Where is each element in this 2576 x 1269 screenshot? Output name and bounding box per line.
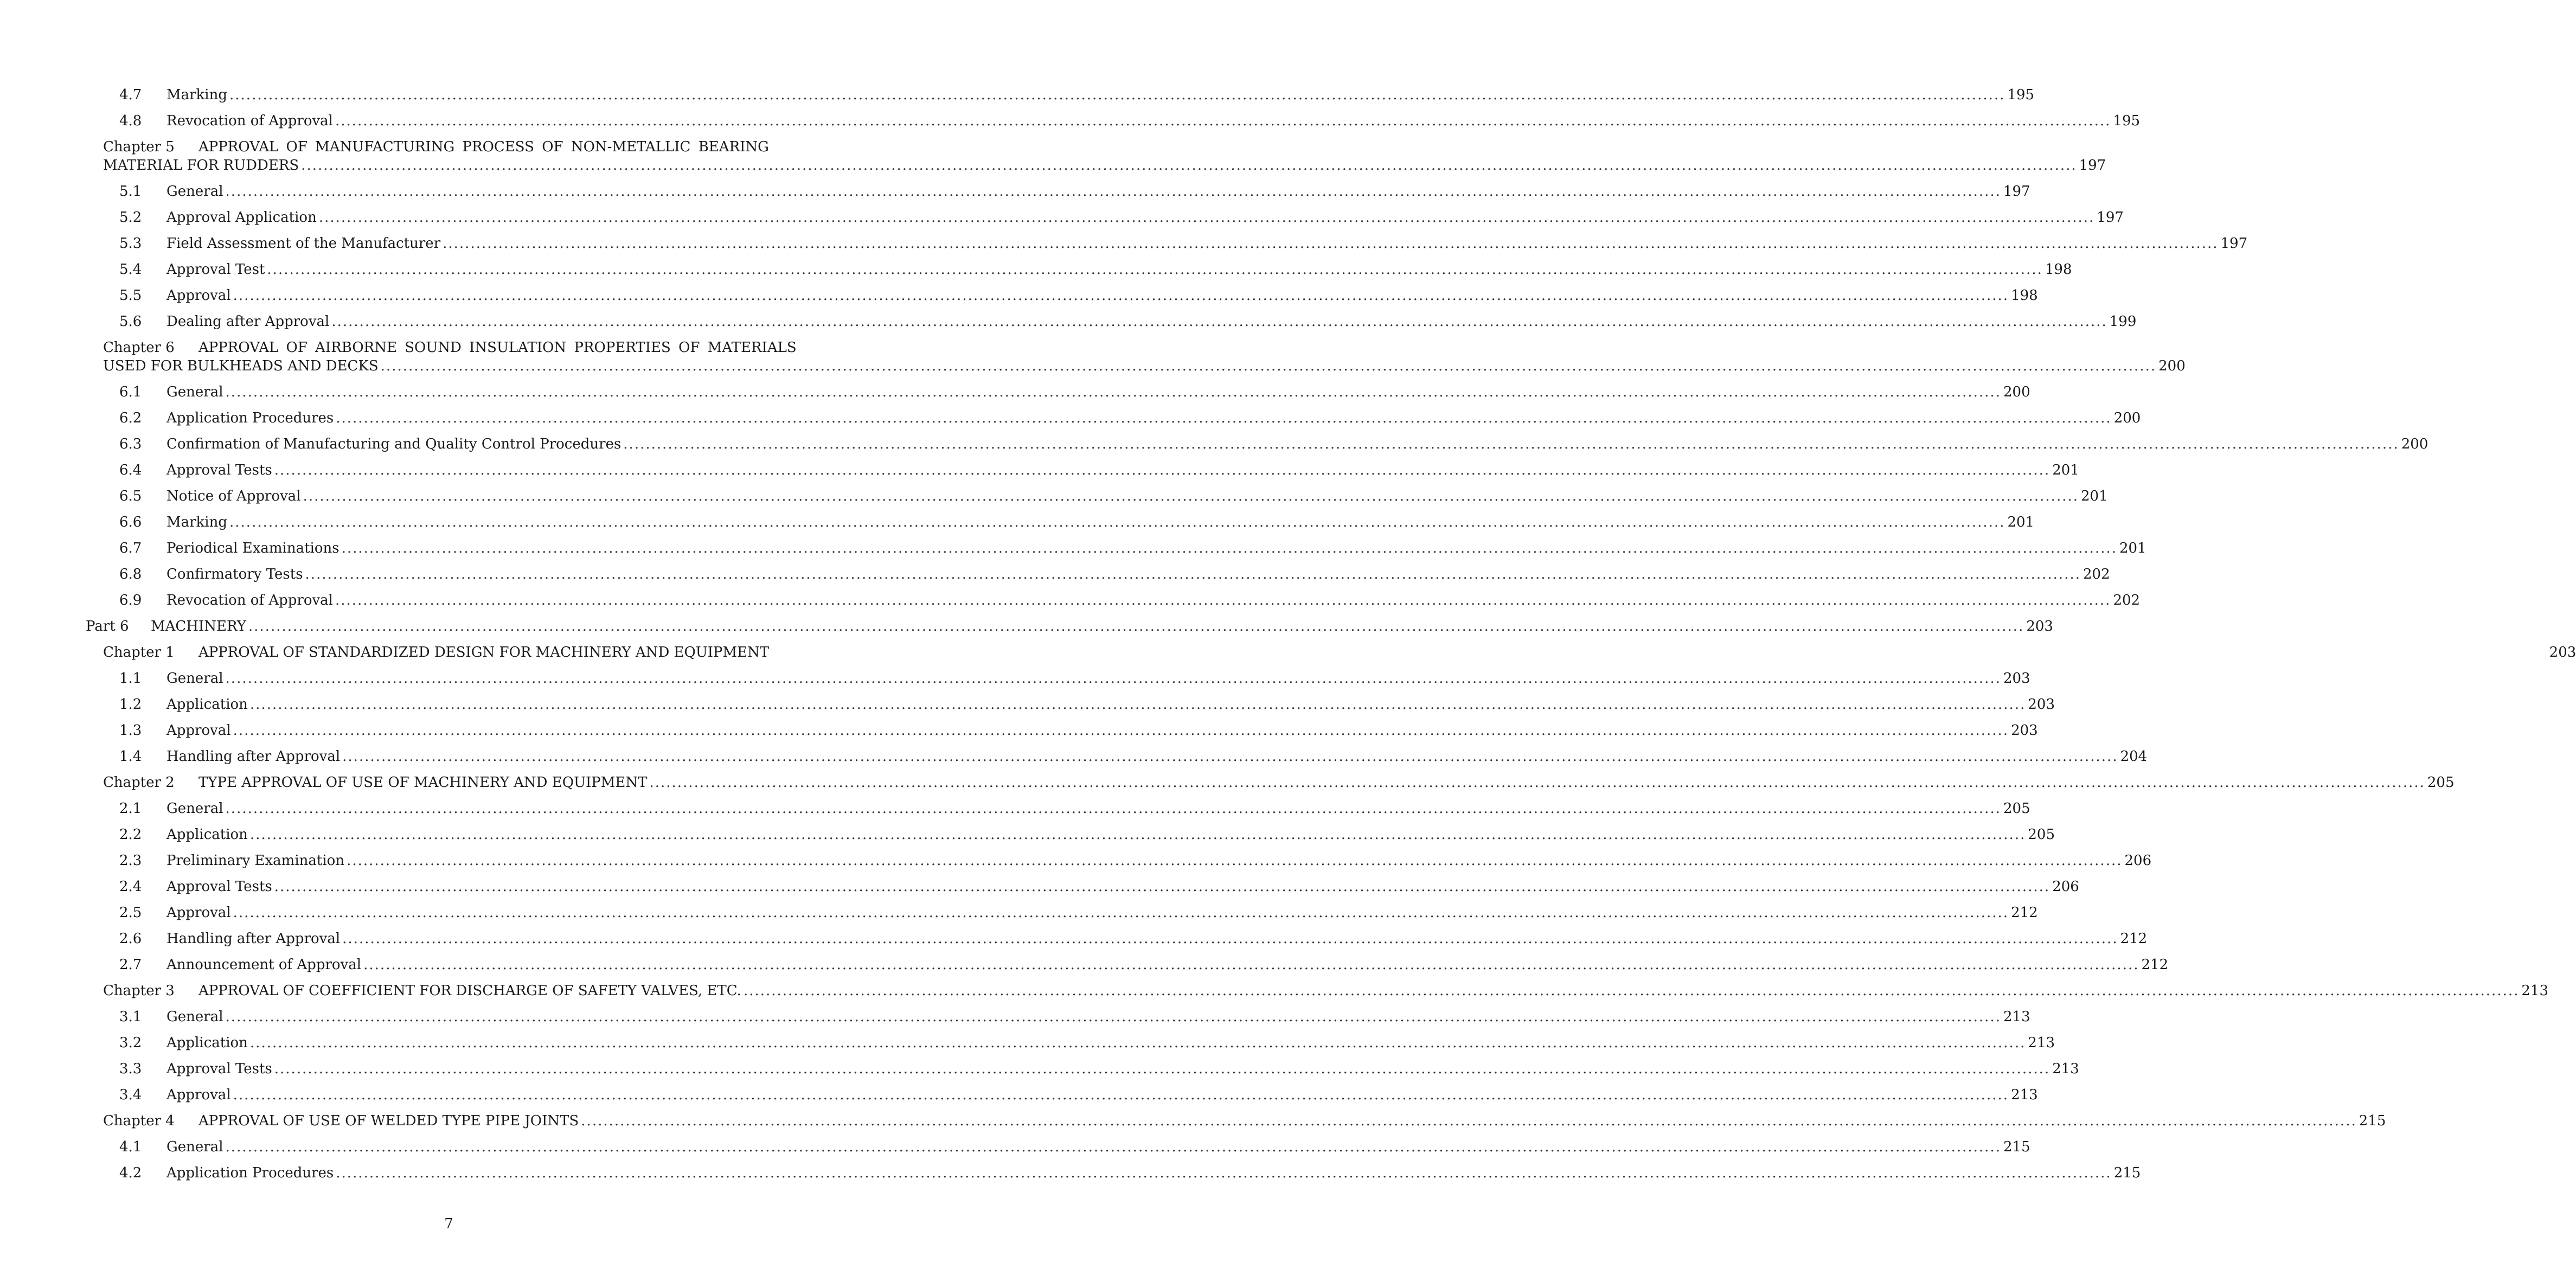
toc-entry-number: 5.1 xyxy=(119,183,142,200)
toc-entry-number: 6.1 xyxy=(119,384,142,400)
toc-entry-title: Approval xyxy=(166,287,231,304)
toc-entry[interactable] xyxy=(86,513,2035,531)
toc-entry-page: 203 xyxy=(2003,670,2030,687)
toc-entry-page: 200 xyxy=(2158,358,2186,374)
toc-entry-page: 203 xyxy=(2028,696,2055,713)
toc-entry-page: 213 xyxy=(2521,983,2549,999)
toc-entry[interactable] xyxy=(86,1008,2030,1026)
dot-leader xyxy=(250,695,2026,714)
toc-entry-title-continued: USED FOR BULKHEADS AND DECKS xyxy=(103,358,379,374)
toc-entry[interactable] xyxy=(86,260,2072,279)
toc-entry-title-continued: MATERIAL FOR RUDDERS xyxy=(103,157,299,174)
toc-entry-page: 213 xyxy=(2052,1061,2079,1077)
toc-entry-title: Application xyxy=(166,1035,248,1051)
toc-entry[interactable] xyxy=(86,1138,2030,1156)
dot-leader xyxy=(229,86,2005,104)
toc-entry-title: General xyxy=(166,1009,223,1025)
toc-entry-page: 215 xyxy=(2113,1165,2141,1181)
dot-leader xyxy=(649,773,2425,792)
toc-entry-page: 201 xyxy=(2119,540,2146,556)
toc-entry[interactable] xyxy=(86,338,2186,375)
toc-entry[interactable] xyxy=(86,825,2055,844)
toc-entry-number: 2.6 xyxy=(119,931,142,947)
toc-entry[interactable] xyxy=(86,383,2030,401)
toc-entry-title: Approval Application xyxy=(166,209,317,226)
dot-leader xyxy=(226,383,2001,401)
dot-leader xyxy=(226,182,2001,201)
dot-leader xyxy=(233,286,2009,305)
dot-leader xyxy=(226,1138,2001,1156)
toc-entry-number: 5.3 xyxy=(119,235,142,252)
toc-entry-page: 201 xyxy=(2052,462,2079,478)
toc-entry-page: 200 xyxy=(2113,410,2141,426)
dot-leader xyxy=(226,799,2001,818)
toc-entry-number: 3.3 xyxy=(119,1061,142,1077)
toc-entry[interactable] xyxy=(86,721,2038,740)
toc-entry[interactable] xyxy=(86,1164,2141,1182)
toc-entry[interactable] xyxy=(86,1086,2038,1104)
toc-entry-page: 197 xyxy=(2097,209,2124,226)
dot-leader xyxy=(381,357,2156,375)
toc-entry-page: 195 xyxy=(2007,87,2035,103)
toc-entry-number: 2.5 xyxy=(119,905,142,921)
toc-entry[interactable] xyxy=(86,86,2035,104)
dot-leader xyxy=(274,461,2050,479)
toc-entry-title: Approval xyxy=(166,722,231,739)
toc-entry-title: Approval Tests xyxy=(166,879,272,895)
toc-entry-page: 213 xyxy=(2003,1009,2030,1025)
toc-entry-number: Chapter 4 xyxy=(103,1113,175,1129)
toc-entry[interactable] xyxy=(86,312,2137,331)
toc-entry[interactable] xyxy=(86,208,2124,227)
dot-leader xyxy=(274,877,2050,896)
toc-entry-number: 1.2 xyxy=(119,696,142,713)
dot-leader xyxy=(267,260,2042,279)
toc-entry-title: Marking xyxy=(166,87,228,103)
toc-entry-title: APPROVAL OF MANUFACTURING PROCESS OF NON-METALLIC BEARING xyxy=(198,139,769,155)
toc-entry-page: 206 xyxy=(2052,879,2079,895)
toc-entry-number: 2.3 xyxy=(119,853,142,869)
toc-entry[interactable] xyxy=(86,112,2141,130)
toc-entry-title: General xyxy=(166,800,223,817)
toc-entry-number: 3.1 xyxy=(119,1009,142,1025)
toc-entry-number: Chapter 1 xyxy=(103,644,175,661)
toc-entry-page: 198 xyxy=(2045,261,2072,278)
toc-entry-title: Revocation of Approval xyxy=(166,592,333,608)
toc-entry-title: Periodical Examinations xyxy=(166,540,339,556)
toc-entry[interactable] xyxy=(86,747,2148,766)
dot-leader xyxy=(342,539,2117,557)
toc-entry[interactable] xyxy=(86,851,2152,870)
toc-entry-page: 201 xyxy=(2007,514,2035,530)
toc-entry-number: 5.5 xyxy=(119,287,142,304)
toc-entry-number: 4.7 xyxy=(119,87,142,103)
toc-entry-title: Approval Test xyxy=(166,261,265,278)
dot-leader xyxy=(229,513,2005,531)
toc-entry-number: 6.9 xyxy=(119,592,142,608)
toc-entry-number: 5.2 xyxy=(119,209,142,226)
toc-entry-page: 205 xyxy=(2003,800,2030,817)
toc-entry-page: 215 xyxy=(2003,1139,2030,1155)
toc-entry-page: 212 xyxy=(2011,905,2038,921)
toc-entry-number: Part 6 xyxy=(86,618,129,634)
toc-entry[interactable] xyxy=(86,877,2079,896)
dot-leader xyxy=(233,1086,2009,1104)
dot-leader xyxy=(233,903,2009,922)
toc-entry-number: 2.2 xyxy=(119,826,142,843)
toc-entry-title: Handling after Approval xyxy=(166,931,341,947)
toc-entry[interactable] xyxy=(86,956,2169,974)
toc-entry-number: 5.4 xyxy=(119,261,142,278)
toc-entry[interactable] xyxy=(86,487,2108,505)
toc-entry-number: 3.2 xyxy=(119,1035,142,1051)
toc-entry[interactable] xyxy=(86,1060,2079,1078)
dot-leader xyxy=(443,234,2218,253)
toc-entry-page: 213 xyxy=(2011,1087,2038,1103)
toc-entry-number: 6.8 xyxy=(119,566,142,582)
dot-leader xyxy=(303,487,2079,505)
toc-entry-number: 2.4 xyxy=(119,879,142,895)
toc-entry-page: 202 xyxy=(2082,566,2110,582)
toc-entry-number: 4.8 xyxy=(119,113,142,129)
dot-leader xyxy=(363,956,2139,974)
toc-entry-page: 213 xyxy=(2028,1035,2055,1051)
dot-leader xyxy=(335,112,2111,130)
dot-leader xyxy=(744,982,2519,1000)
dot-leader xyxy=(250,1034,2026,1052)
toc-entry-page: 215 xyxy=(2359,1113,2386,1129)
toc-entry-page: 197 xyxy=(2079,157,2106,174)
toc-entry-number: Chapter 5 xyxy=(103,139,175,155)
dot-leader xyxy=(226,669,2001,688)
toc-entry-number: 3.4 xyxy=(119,1087,142,1103)
table-of-contents xyxy=(86,86,2576,1182)
toc-entry-page: 200 xyxy=(2401,436,2428,452)
toc-entry[interactable] xyxy=(86,539,2146,557)
toc-entry-page: 201 xyxy=(2081,488,2108,504)
toc-entry-title: Notice of Approval xyxy=(166,488,301,504)
toc-entry-page: 200 xyxy=(2003,384,2030,400)
dot-leader xyxy=(305,565,2081,584)
dot-leader xyxy=(623,435,2399,453)
toc-entry-title: APPROVAL OF AIRBORNE SOUND INSULATION PROPERTIES OF MATERIALS xyxy=(198,339,797,356)
toc-entry-number: 2.1 xyxy=(119,800,142,817)
toc-entry[interactable] xyxy=(86,773,2455,792)
toc-entry-title: MACHINERY xyxy=(151,618,246,634)
toc-entry-number: 1.4 xyxy=(119,748,142,765)
dot-leader xyxy=(248,617,2024,636)
toc-entry-title: Application Procedures xyxy=(166,1165,334,1181)
toc-entry-number: 6.4 xyxy=(119,462,142,478)
toc-entry-page: 206 xyxy=(2124,853,2152,869)
toc-entry-title: Application xyxy=(166,826,248,843)
toc-entry[interactable] xyxy=(86,1034,2055,1052)
dot-leader xyxy=(336,1164,2111,1182)
toc-entry-page: 198 xyxy=(2011,287,2038,304)
toc-entry-number: 6.2 xyxy=(119,410,142,426)
dot-leader xyxy=(581,1112,2356,1130)
dot-leader xyxy=(226,1008,2001,1026)
toc-entry-title: Approval Tests xyxy=(166,462,272,478)
toc-entry-number: 4.2 xyxy=(119,1165,142,1181)
toc-entry-page: 212 xyxy=(2120,931,2148,947)
toc-entry-title: Announcement of Approval xyxy=(166,957,362,973)
toc-entry-page: 205 xyxy=(2028,826,2055,843)
toc-entry-number: Chapter 3 xyxy=(103,983,175,999)
toc-entry-page: 212 xyxy=(2141,957,2169,973)
toc-entry-title: General xyxy=(166,183,223,200)
toc-entry[interactable] xyxy=(86,982,2549,1000)
toc-entry-page: 197 xyxy=(2220,235,2248,252)
toc-entry[interactable] xyxy=(86,461,2079,479)
toc-entry-title: Handling after Approval xyxy=(166,748,341,765)
toc-entry[interactable] xyxy=(86,409,2141,427)
toc-entry-title: Application Procedures xyxy=(166,410,334,426)
toc-entry-title: Dealing after Approval xyxy=(166,313,330,330)
toc-entry-page: 203 xyxy=(2026,618,2053,634)
toc-entry-page: 203 xyxy=(2549,644,2576,661)
dot-leader xyxy=(331,312,2107,331)
toc-entry-page: 205 xyxy=(2427,774,2455,791)
toc-entry-number: 6.6 xyxy=(119,514,142,530)
toc-entry[interactable] xyxy=(86,138,2106,175)
toc-entry-title: Approval Tests xyxy=(166,1061,272,1077)
toc-entry-title: Revocation of Approval xyxy=(166,113,333,129)
dot-leader xyxy=(274,1060,2050,1078)
toc-entry-title: Marking xyxy=(166,514,228,530)
toc-entry[interactable] xyxy=(86,930,2148,948)
toc-entry[interactable] xyxy=(86,1112,2386,1130)
toc-entry-page: 202 xyxy=(2113,592,2141,608)
toc-entry-page: 199 xyxy=(2109,313,2137,330)
dot-leader xyxy=(233,721,2009,740)
toc-entry[interactable] xyxy=(86,435,2428,453)
toc-entry[interactable] xyxy=(86,617,2053,636)
toc-entry-title: General xyxy=(166,1139,223,1155)
toc-entry-page: 203 xyxy=(2011,722,2038,739)
toc-entry[interactable] xyxy=(86,799,2030,818)
toc-entry-title: APPROVAL OF STANDARDIZED DESIGN FOR MACHINERY AND EQUIPMENT xyxy=(198,644,770,661)
toc-entry-number: 2.7 xyxy=(119,957,142,973)
toc-entry-title: APPROVAL OF USE OF WELDED TYPE PIPE JOINTS xyxy=(198,1113,579,1129)
toc-entry-number: 6.7 xyxy=(119,540,142,556)
toc-entry[interactable] xyxy=(86,565,2110,584)
toc-entry-title: Field Assessment of the Manufacturer xyxy=(166,235,441,252)
toc-entry-page: 204 xyxy=(2120,748,2148,765)
page-number: 7 xyxy=(444,1216,453,1232)
dot-leader xyxy=(347,851,2122,870)
toc-entry[interactable] xyxy=(86,669,2030,688)
toc-entry[interactable] xyxy=(86,234,2248,253)
toc-entry[interactable] xyxy=(86,286,2038,305)
toc-entry-title: Preliminary Examination xyxy=(166,853,345,869)
toc-entry-number: 1.1 xyxy=(119,670,142,687)
toc-entry-title: Confirmatory Tests xyxy=(166,566,303,582)
toc-entry[interactable] xyxy=(86,591,2141,610)
toc-entry-title: General xyxy=(166,670,223,687)
dot-leader xyxy=(319,208,2094,227)
toc-entry-page: 195 xyxy=(2113,113,2141,129)
toc-entry-title: TYPE APPROVAL OF USE OF MACHINERY AND EQUIPMENT xyxy=(198,774,648,791)
toc-entry-title: APPROVAL OF COEFFICIENT FOR DISCHARGE OF SAFETY VALVES, ETC. xyxy=(198,983,741,999)
dot-leader xyxy=(301,156,2077,175)
toc-entry-title: Application xyxy=(166,696,248,713)
toc-entry-number: 6.5 xyxy=(119,488,142,504)
dot-leader xyxy=(336,409,2111,427)
dot-leader xyxy=(342,930,2118,948)
toc-entry-number: Chapter 6 xyxy=(103,339,175,356)
toc-entry-number: 6.3 xyxy=(119,436,142,452)
toc-entry-number: 5.6 xyxy=(119,313,142,330)
dot-leader xyxy=(250,825,2026,844)
toc-entry-page: 197 xyxy=(2003,183,2030,200)
toc-entry-number: 1.3 xyxy=(119,722,142,739)
dot-leader xyxy=(342,747,2118,766)
toc-entry[interactable] xyxy=(86,903,2038,922)
toc-entry-title: Approval xyxy=(166,1087,231,1103)
toc-entry[interactable] xyxy=(86,695,2055,714)
toc-entry-title: Approval xyxy=(166,905,231,921)
dot-leader xyxy=(335,591,2111,610)
toc-entry[interactable] xyxy=(86,182,2030,201)
toc-entry[interactable] xyxy=(86,643,2576,662)
toc-entry-number: 4.1 xyxy=(119,1139,142,1155)
toc-entry-number: Chapter 2 xyxy=(103,774,175,791)
toc-entry-title: General xyxy=(166,384,223,400)
toc-entry-title: Confirmation of Manufacturing and Quality Control Procedures xyxy=(166,436,621,452)
